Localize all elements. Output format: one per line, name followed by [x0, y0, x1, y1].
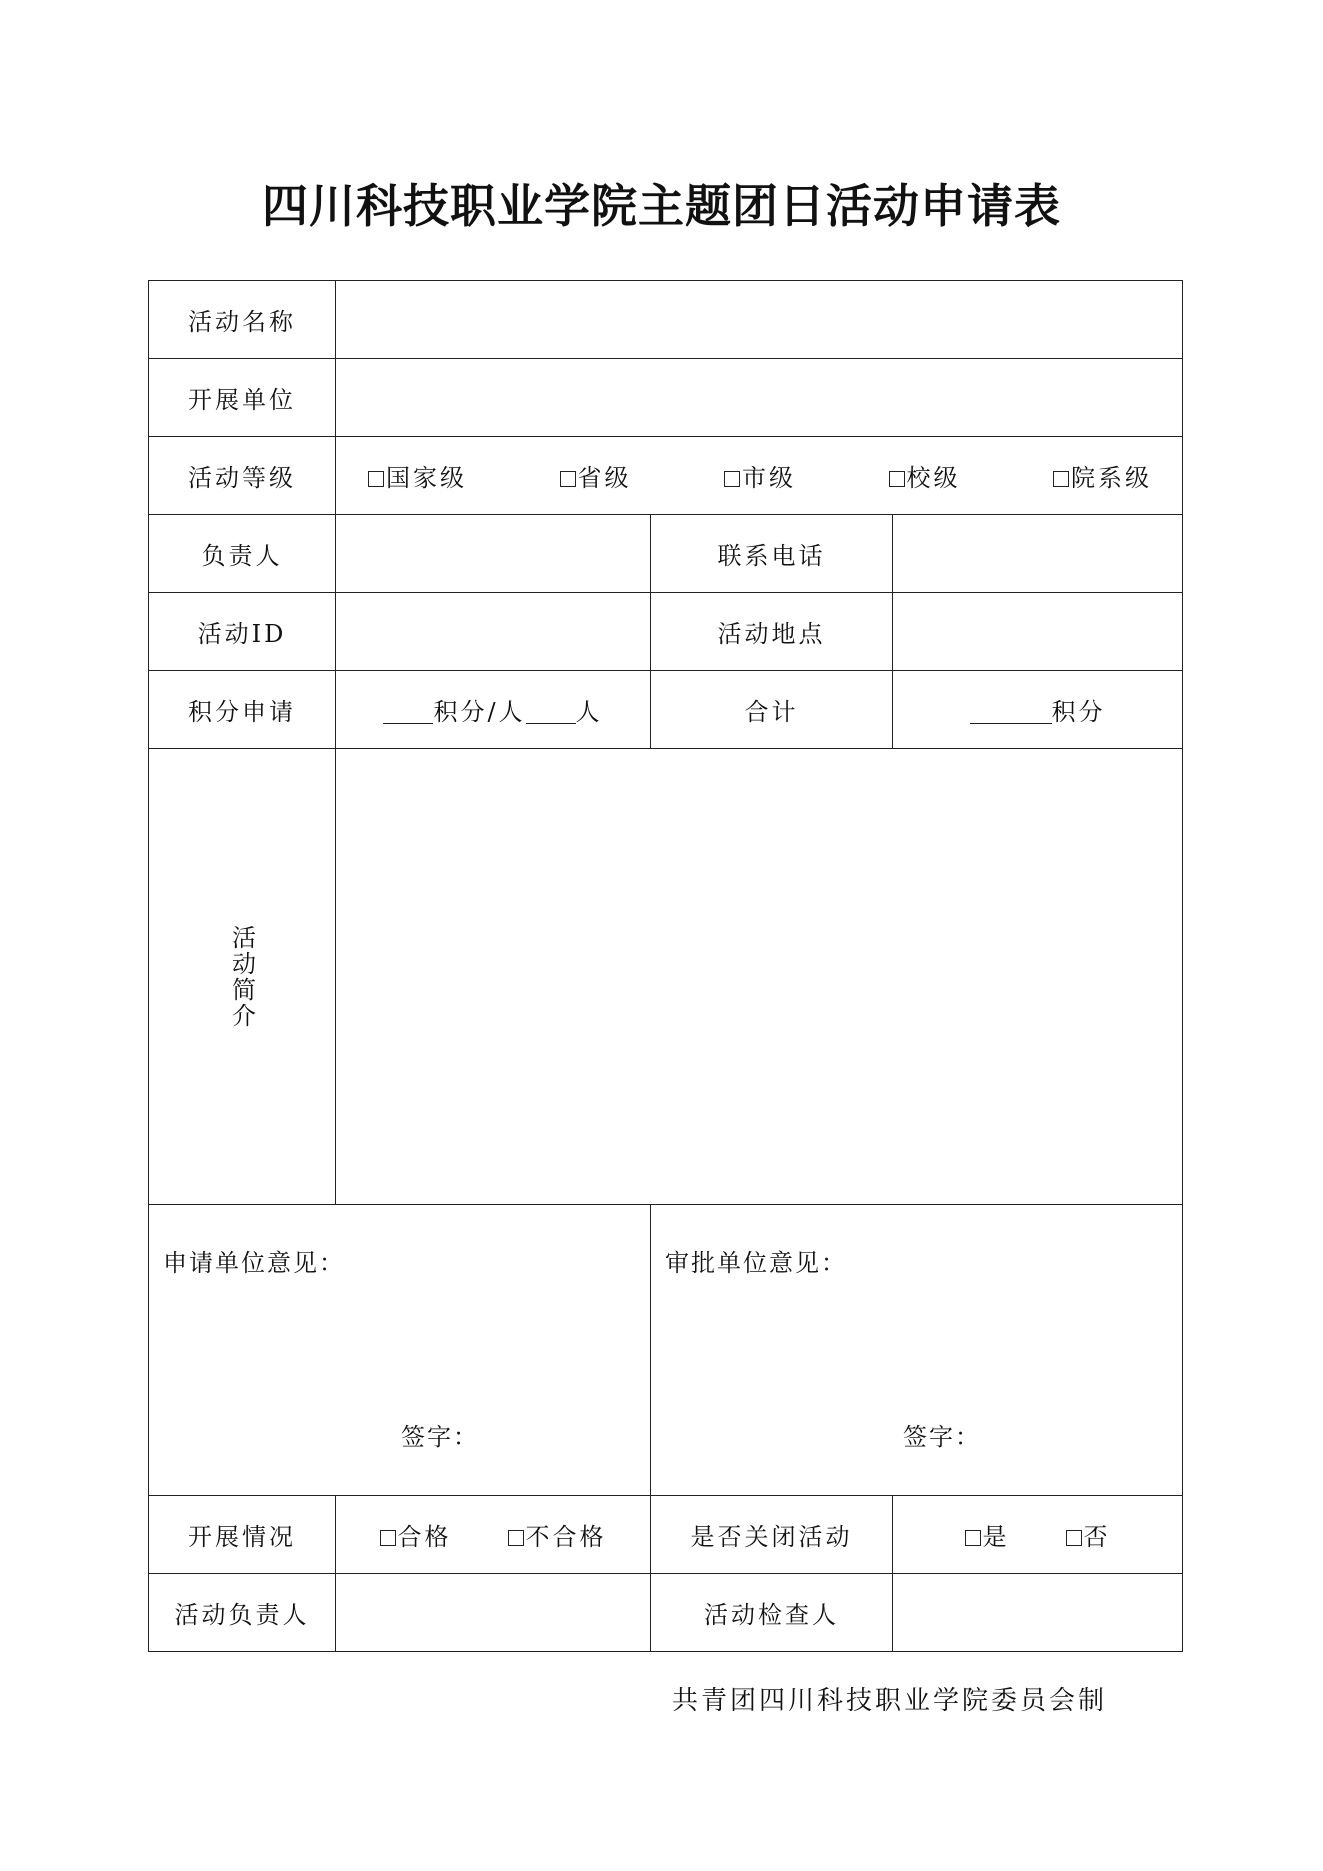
- approver-opinion-cell[interactable]: [651, 1205, 1183, 1496]
- intro-label: 活动简介: [227, 924, 256, 1029]
- contact-phone-field[interactable]: [893, 515, 1183, 593]
- level-option-department[interactable]: 院系级: [1053, 458, 1152, 493]
- status-pass-option[interactable]: 合格: [380, 1517, 452, 1552]
- intro-field[interactable]: [336, 749, 1183, 1205]
- level-option-provincial[interactable]: 省级: [560, 458, 632, 493]
- organizer-field[interactable]: [336, 359, 1183, 437]
- applicant-opinion-label: 申请单位意见：: [163, 1249, 345, 1277]
- activity-level-options: [336, 437, 1183, 515]
- activity-name-label: 活动名称: [149, 281, 336, 359]
- responsible-field[interactable]: [336, 1574, 651, 1652]
- row-status: [149, 1496, 1183, 1574]
- checkbox-icon[interactable]: [508, 1530, 524, 1546]
- person-in-charge-field[interactable]: [336, 515, 651, 593]
- row-review: [149, 1574, 1183, 1652]
- location-label: 活动地点: [651, 593, 893, 671]
- persons-blank[interactable]: [526, 698, 576, 724]
- row-organizer: [149, 359, 1183, 437]
- applicant-opinion-cell[interactable]: [149, 1205, 651, 1496]
- checkbox-icon[interactable]: [1053, 471, 1069, 487]
- close-no-option[interactable]: 否: [1066, 1517, 1111, 1552]
- level-option-city[interactable]: 市级: [724, 458, 796, 493]
- row-id-location: [149, 593, 1183, 671]
- status-label: 开展情况: [149, 1496, 336, 1574]
- activity-id-label: 活动ID: [149, 593, 336, 671]
- row-opinions: [149, 1205, 1183, 1496]
- checkbox-icon[interactable]: [889, 471, 905, 487]
- activity-name-field[interactable]: [336, 281, 1183, 359]
- responsible-label: 活动负责人: [149, 1574, 336, 1652]
- row-activity-level: [149, 437, 1183, 515]
- checkbox-icon[interactable]: [380, 1530, 396, 1546]
- inspector-label: 活动检查人: [651, 1574, 893, 1652]
- level-option-national[interactable]: 国家级: [368, 458, 467, 493]
- applicant-sign-label: 签字：: [401, 1423, 479, 1451]
- checkbox-icon[interactable]: [560, 471, 576, 487]
- activity-id-field[interactable]: [336, 593, 651, 671]
- contact-phone-label: 联系电话: [651, 515, 893, 593]
- location-field[interactable]: [893, 593, 1183, 671]
- points-per-person-blank[interactable]: [383, 698, 433, 724]
- close-activity-label: 是否关闭活动: [651, 1496, 893, 1574]
- approver-sign-label: 签字：: [903, 1423, 981, 1451]
- total-field: [893, 671, 1183, 749]
- level-option-school[interactable]: 校级: [889, 458, 961, 493]
- total-points-unit: 积分: [1051, 698, 1106, 726]
- row-points: [149, 671, 1183, 749]
- approver-opinion-label: 审批单位意见：: [665, 1249, 847, 1277]
- checkbox-icon[interactable]: [1066, 1530, 1082, 1546]
- checkbox-icon[interactable]: [965, 1530, 981, 1546]
- inspector-field[interactable]: [893, 1574, 1183, 1652]
- checkbox-icon[interactable]: [724, 471, 740, 487]
- checkbox-icon[interactable]: [368, 471, 384, 487]
- row-person-phone: [149, 515, 1183, 593]
- points-apply-label: 积分申请: [149, 671, 336, 749]
- status-fail-option[interactable]: 不合格: [508, 1517, 607, 1552]
- points-per-person-unit: 积分/人: [433, 698, 526, 726]
- points-apply-field: [336, 671, 651, 749]
- footer-issuer: 共青团四川科技职业学院委员会制: [672, 1686, 1108, 1716]
- persons-unit: 人: [575, 698, 603, 726]
- total-points-blank[interactable]: [970, 698, 1052, 724]
- row-intro: [149, 749, 1183, 1205]
- organizer-label: 开展单位: [149, 359, 336, 437]
- row-activity-name: [149, 281, 1183, 359]
- person-in-charge-label: 负责人: [149, 515, 336, 593]
- close-activity-options: [893, 1496, 1183, 1574]
- page-title: 四川科技职业学院主题团日活动申请表: [262, 179, 1061, 233]
- intro-label-cell: [149, 749, 336, 1205]
- activity-level-label: 活动等级: [149, 437, 336, 515]
- close-yes-option[interactable]: 是: [965, 1517, 1010, 1552]
- status-options: [336, 1496, 651, 1574]
- total-label: 合计: [651, 671, 893, 749]
- application-form: [148, 280, 1183, 1652]
